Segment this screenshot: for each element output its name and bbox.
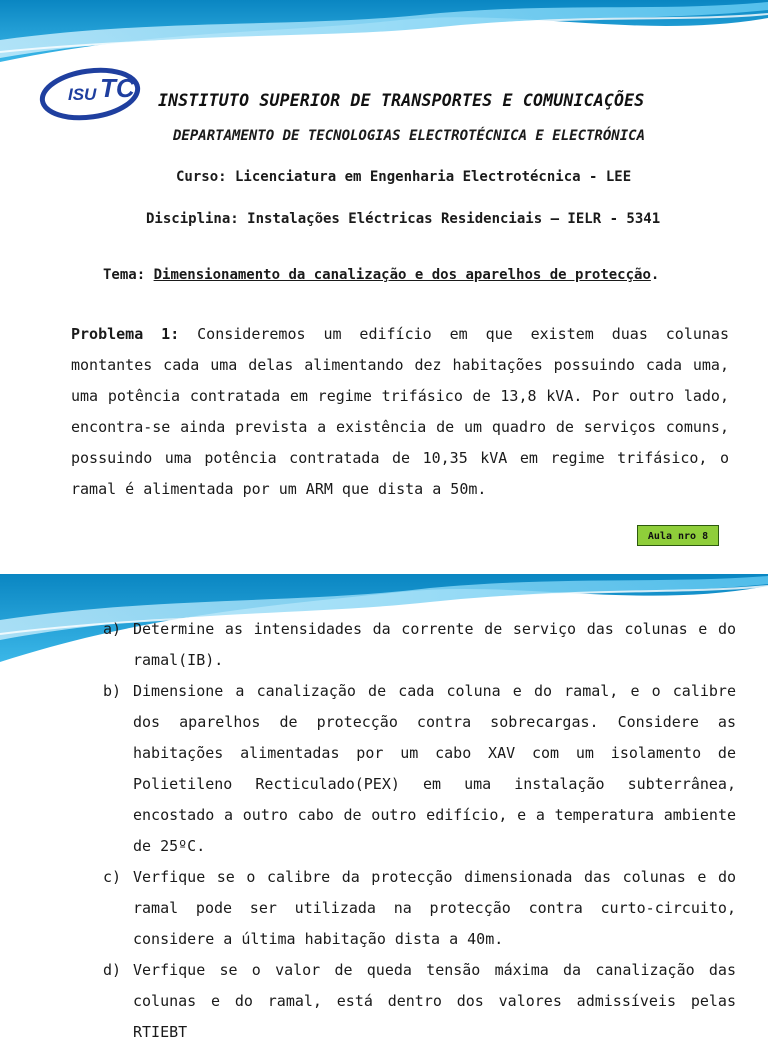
logo-text-tc: TC: [100, 73, 135, 103]
theme-text: Dimensionamento da canalização e dos aparelhos de protecção: [153, 267, 651, 283]
item-text: Determine as intensidades da corrente de serviço das colunas e do ramal(IB).: [133, 620, 736, 669]
list-item: [103, 955, 736, 1048]
slide-2: [0, 574, 768, 1041]
problem-paragraph: [71, 319, 729, 505]
isutc-logo: [38, 64, 160, 126]
list-item: [103, 862, 736, 955]
theme-line: [103, 267, 659, 283]
course-line: Curso: Licenciatura em Engenharia Electrotécnica - LEE: [176, 169, 632, 185]
list-item: [103, 676, 736, 862]
item-marker: d): [103, 961, 122, 979]
slide-separator: [0, 566, 768, 574]
item-marker: b): [103, 682, 122, 700]
theme-end: .: [650, 267, 660, 283]
problem-text: Consideremos um edifício em que existem duas colunas montantes cada uma delas alimentando dez habitações possuindo cada uma, uma potência contratada em regime trifásico de 13,8 kVA. Por outro lado, encontra-se ainda prevista a existência de um quadro de serviços comuns, possuindo uma potência contratada de 10,35 kVA em regime trifásico, o ramal é alimentada por um ARM que dista a 50m.: [71, 325, 729, 498]
list-item: [103, 614, 736, 676]
discipline-line: Disciplina: Instalações Eléctricas Residenciais – IELR - 5341: [146, 211, 661, 227]
item-marker: c): [103, 868, 122, 886]
department-title: DEPARTAMENTO DE TECNOLOGIAS ELECTROTÉCNICA E ELECTRÓNICA: [173, 128, 646, 144]
item-text: Verfique se o calibre da protecção dimensionada das colunas e do ramal pode ser utilizada na protecção contra curto-circuito, considere a última habitação dista a 40m.: [133, 868, 736, 948]
item-text: Verfique se o valor de queda tensão máxima da canalização das colunas e do ramal, está dentro dos valores admissíveis pelas RTIEBT: [133, 961, 736, 1041]
logo-text-isu: ISU: [68, 85, 97, 104]
question-list: [103, 614, 736, 1048]
problem-label: Problema 1:: [71, 325, 180, 343]
theme-label: Tema:: [103, 267, 146, 283]
lesson-badge: Aula nro 8: [637, 525, 719, 546]
item-marker: a): [103, 620, 122, 638]
item-text: Dimensione a canalização de cada coluna e do ramal, e o calibre dos aparelhos de protecção contra sobrecargas. Considere as habitações alimentadas por um cabo XAV com um isolamento de Polietileno Recticulado(PEX) em uma instalação subterrânea, encostado a outro cabo de outro edifício, e a temperatura ambiente de 25ºC.: [133, 682, 736, 855]
institute-title: INSTITUTO SUPERIOR DE TRANSPORTES E COMUNICAÇÕES: [158, 91, 645, 110]
